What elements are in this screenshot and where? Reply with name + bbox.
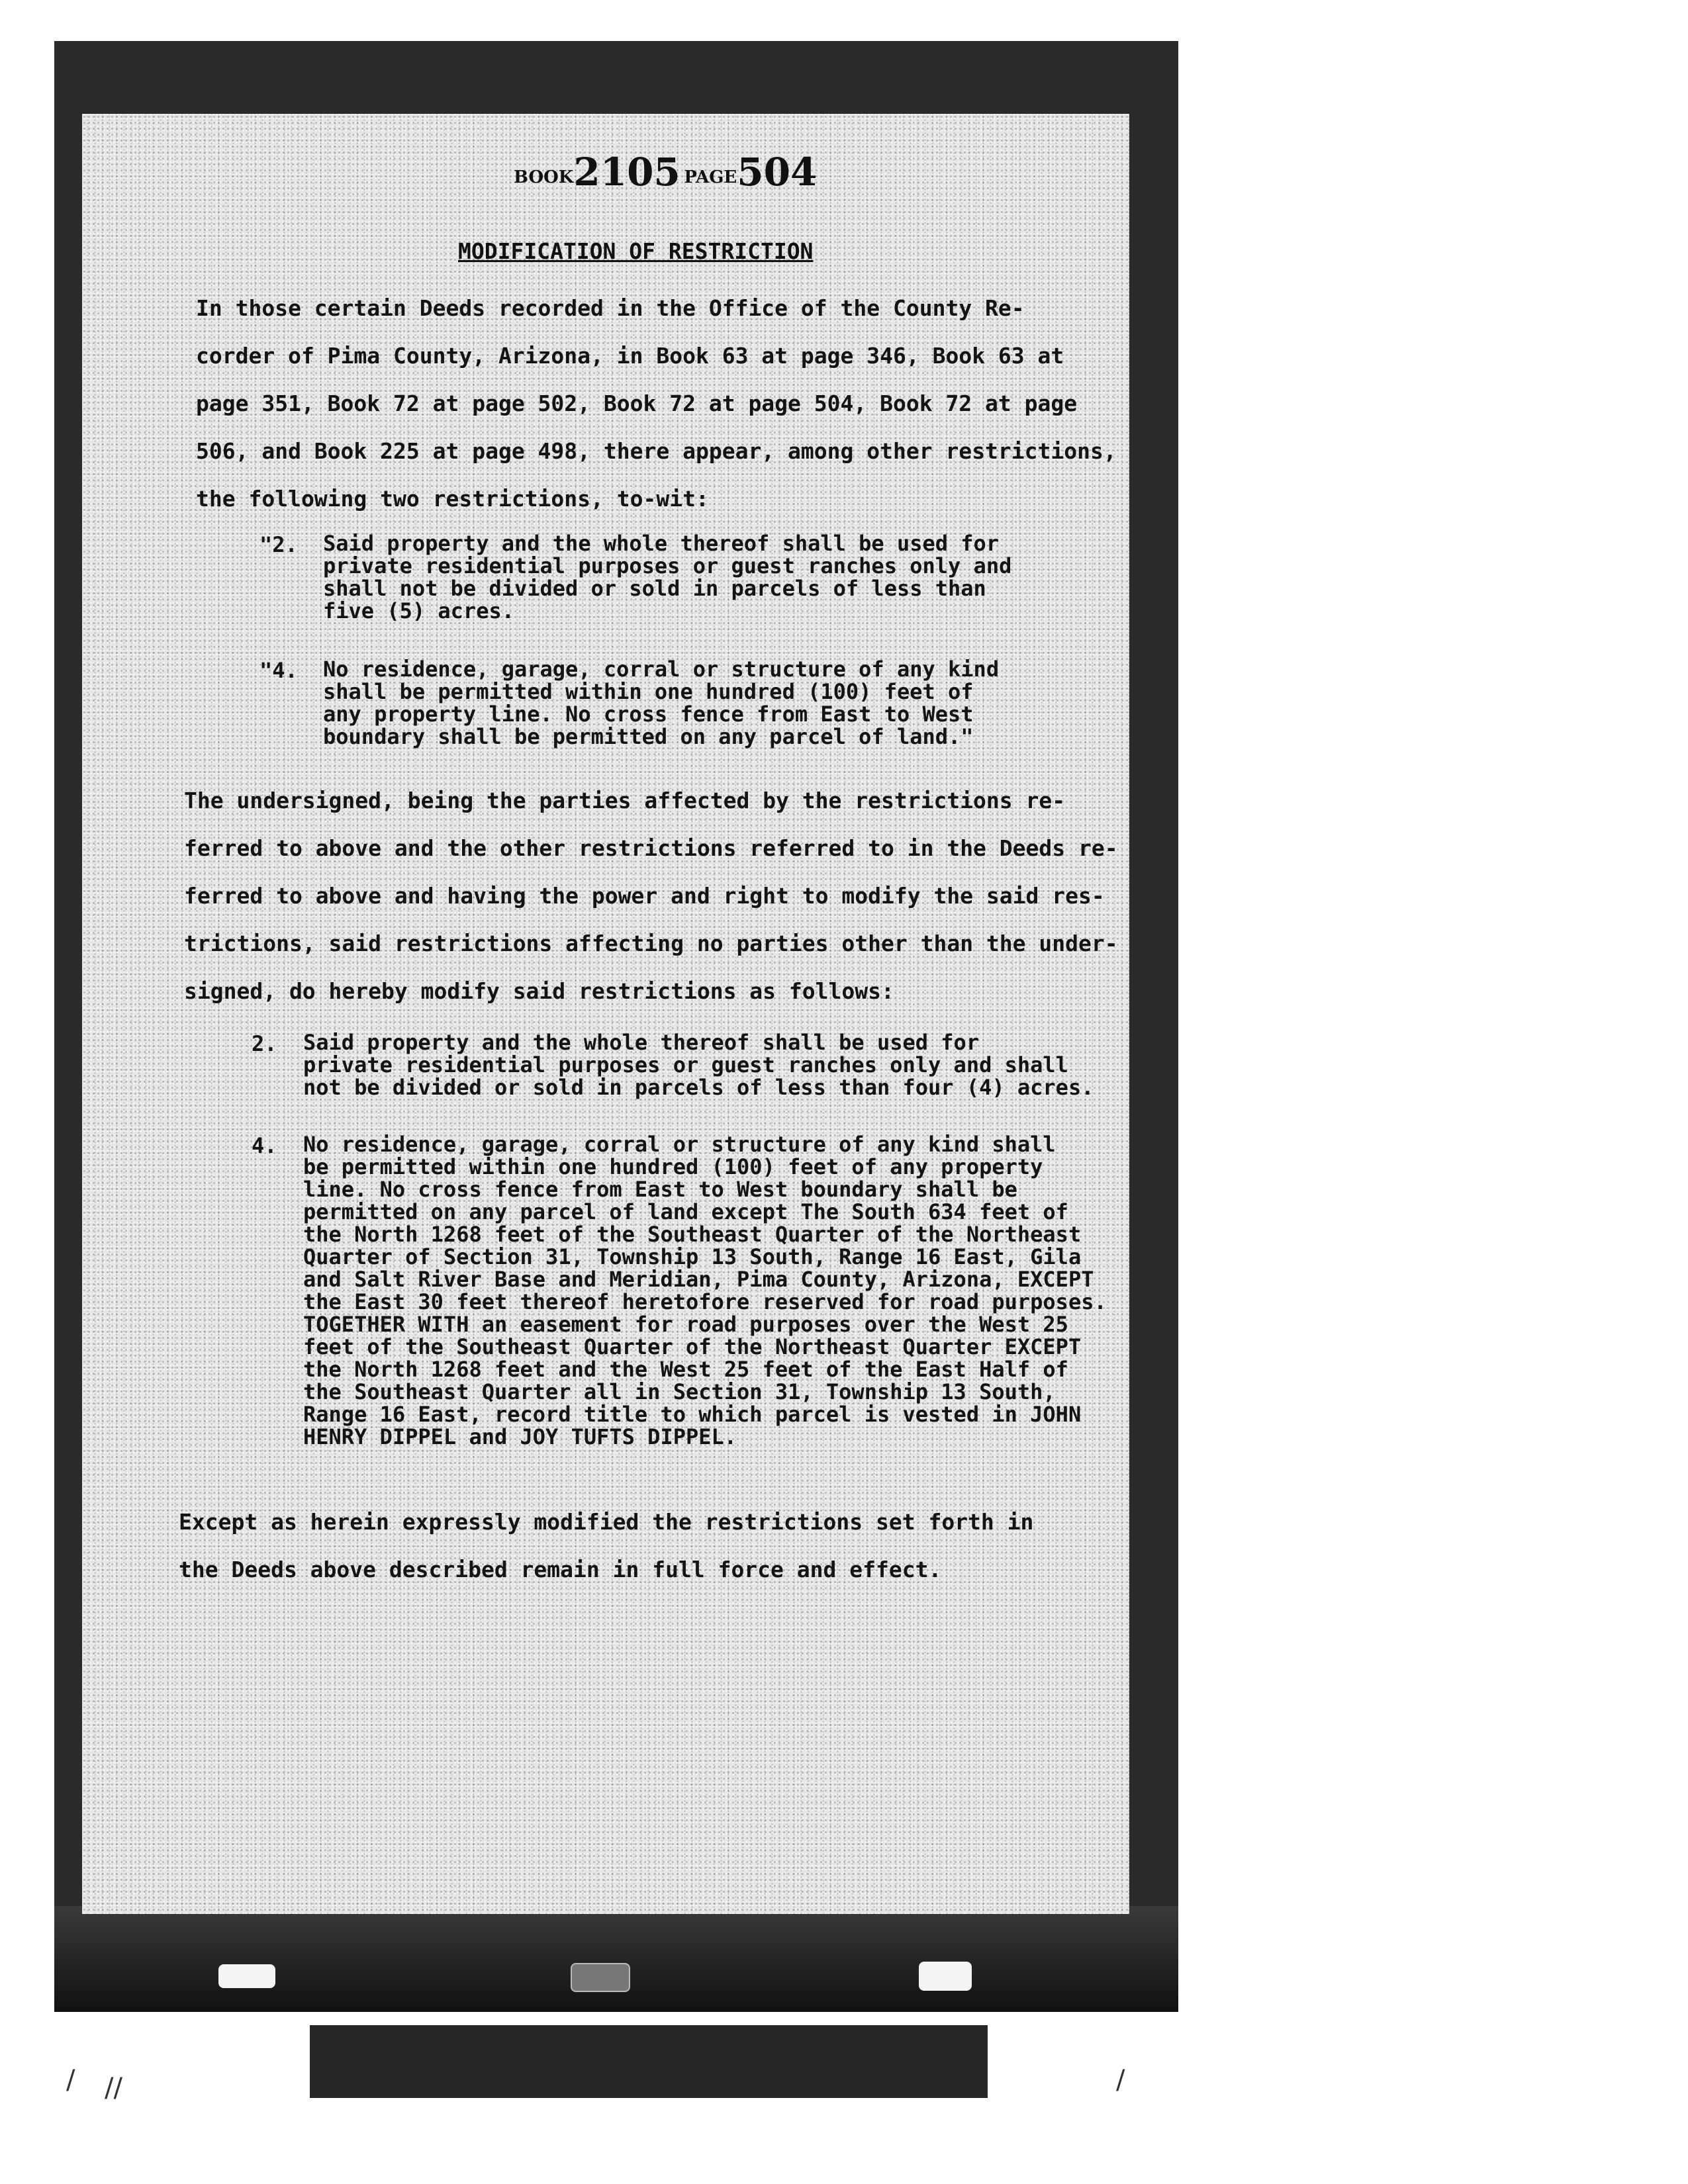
book-label: BOOK — [514, 167, 574, 187]
quoted-restriction-text: Said property and the whole thereof shall be used for private residential purposes or guest ranches only and shall not be divided or sold in parcels of less than five (5) acres. — [323, 531, 1012, 623]
quoted-restriction-text: No residence, garage, corral or structure of any kind shall be permitted within one hundred (100) feet of any property line. No cross fence from East to West boundary shall be permitted on any parcel of land." — [323, 657, 1000, 749]
scan-frame-bottom — [54, 1906, 1178, 2012]
modified-restriction-number: 2. — [252, 1031, 277, 1056]
modified-restriction-number: 4. — [252, 1133, 277, 1158]
page-number: 504 — [737, 150, 818, 195]
book-page-reference — [514, 150, 817, 195]
quoted-restriction-number: "4. — [259, 658, 298, 683]
modified-restriction-text: No residence, garage, corral or structure of any kind shall be permitted within one hundred (100) feet of any property line. No cross fence from East to West boundary shall be permitted on any parcel of land except The South 634 feet of the North 1268 feet of the Southeast Quarter of the Northeast Quarter of Section 31, Township 13 South, Range 16 East, Gila and Salt River Base and Meridian, Pima County, Arizona, EXCEPT the East 30 feet thereof heretofore reserved for road purposes. TOGETHER WITH an easement for road purposes over the West 25 feet of the Southeast Quarter of the Northeast Quarter EXCEPT the North 1268 feet and the West 25 feet of the East Half of the Southeast Quarter all in Section 31, Township 13 South, Range 16 East, record title to which parcel is vested in JOHN HENRY DIPPEL and JOY TUFTS DIPPEL. — [303, 1132, 1107, 1449]
document-title: MODIFICATION OF RESTRICTION — [458, 238, 814, 264]
scan-mark: / — [1116, 2065, 1125, 2095]
modification-paragraph: The undersigned, being the parties affected by the restrictions re- ferred to above and the other restrictions referred to in the Deeds re- ferred to above and having the power and right to modify the said res- trictions, said restrictions affecting no parties other than the under- signed, do hereby modify said restrictions as follows: — [184, 788, 1118, 1004]
scan-lower-shadow — [310, 2025, 988, 2098]
binder-tab-left — [218, 1964, 275, 1988]
closing-paragraph: Except as herein expressly modified the restrictions set forth in the Deeds above described remain in full force and effect. — [179, 1509, 1034, 1582]
intro-paragraph: In those certain Deeds recorded in the Office of the County Re- corder of Pima County, Arizona, in Book 63 at page 346, Book 63 at page 351, Book 72 at page 502, Book 72 at page 504, Book 72 at page 506, and Book 225 at page 498, there appear, among other restrictions, the following two restrictions, to-wit: — [196, 295, 1117, 512]
book-number: 2105 — [573, 150, 680, 195]
binder-tab-right — [919, 1962, 972, 1991]
scan-mark: // — [105, 2073, 122, 2103]
scan-mark: / — [66, 2065, 75, 2095]
page-label: PAGE — [684, 167, 737, 187]
quoted-restriction-number: "2. — [259, 532, 298, 557]
modified-restriction-text: Said property and the whole thereof shall be used for private residential purposes or guest ranches only and shall not be divided or sold in parcels of less than four (4) acres. — [303, 1030, 1094, 1100]
binder-tab-middle — [571, 1963, 630, 1992]
